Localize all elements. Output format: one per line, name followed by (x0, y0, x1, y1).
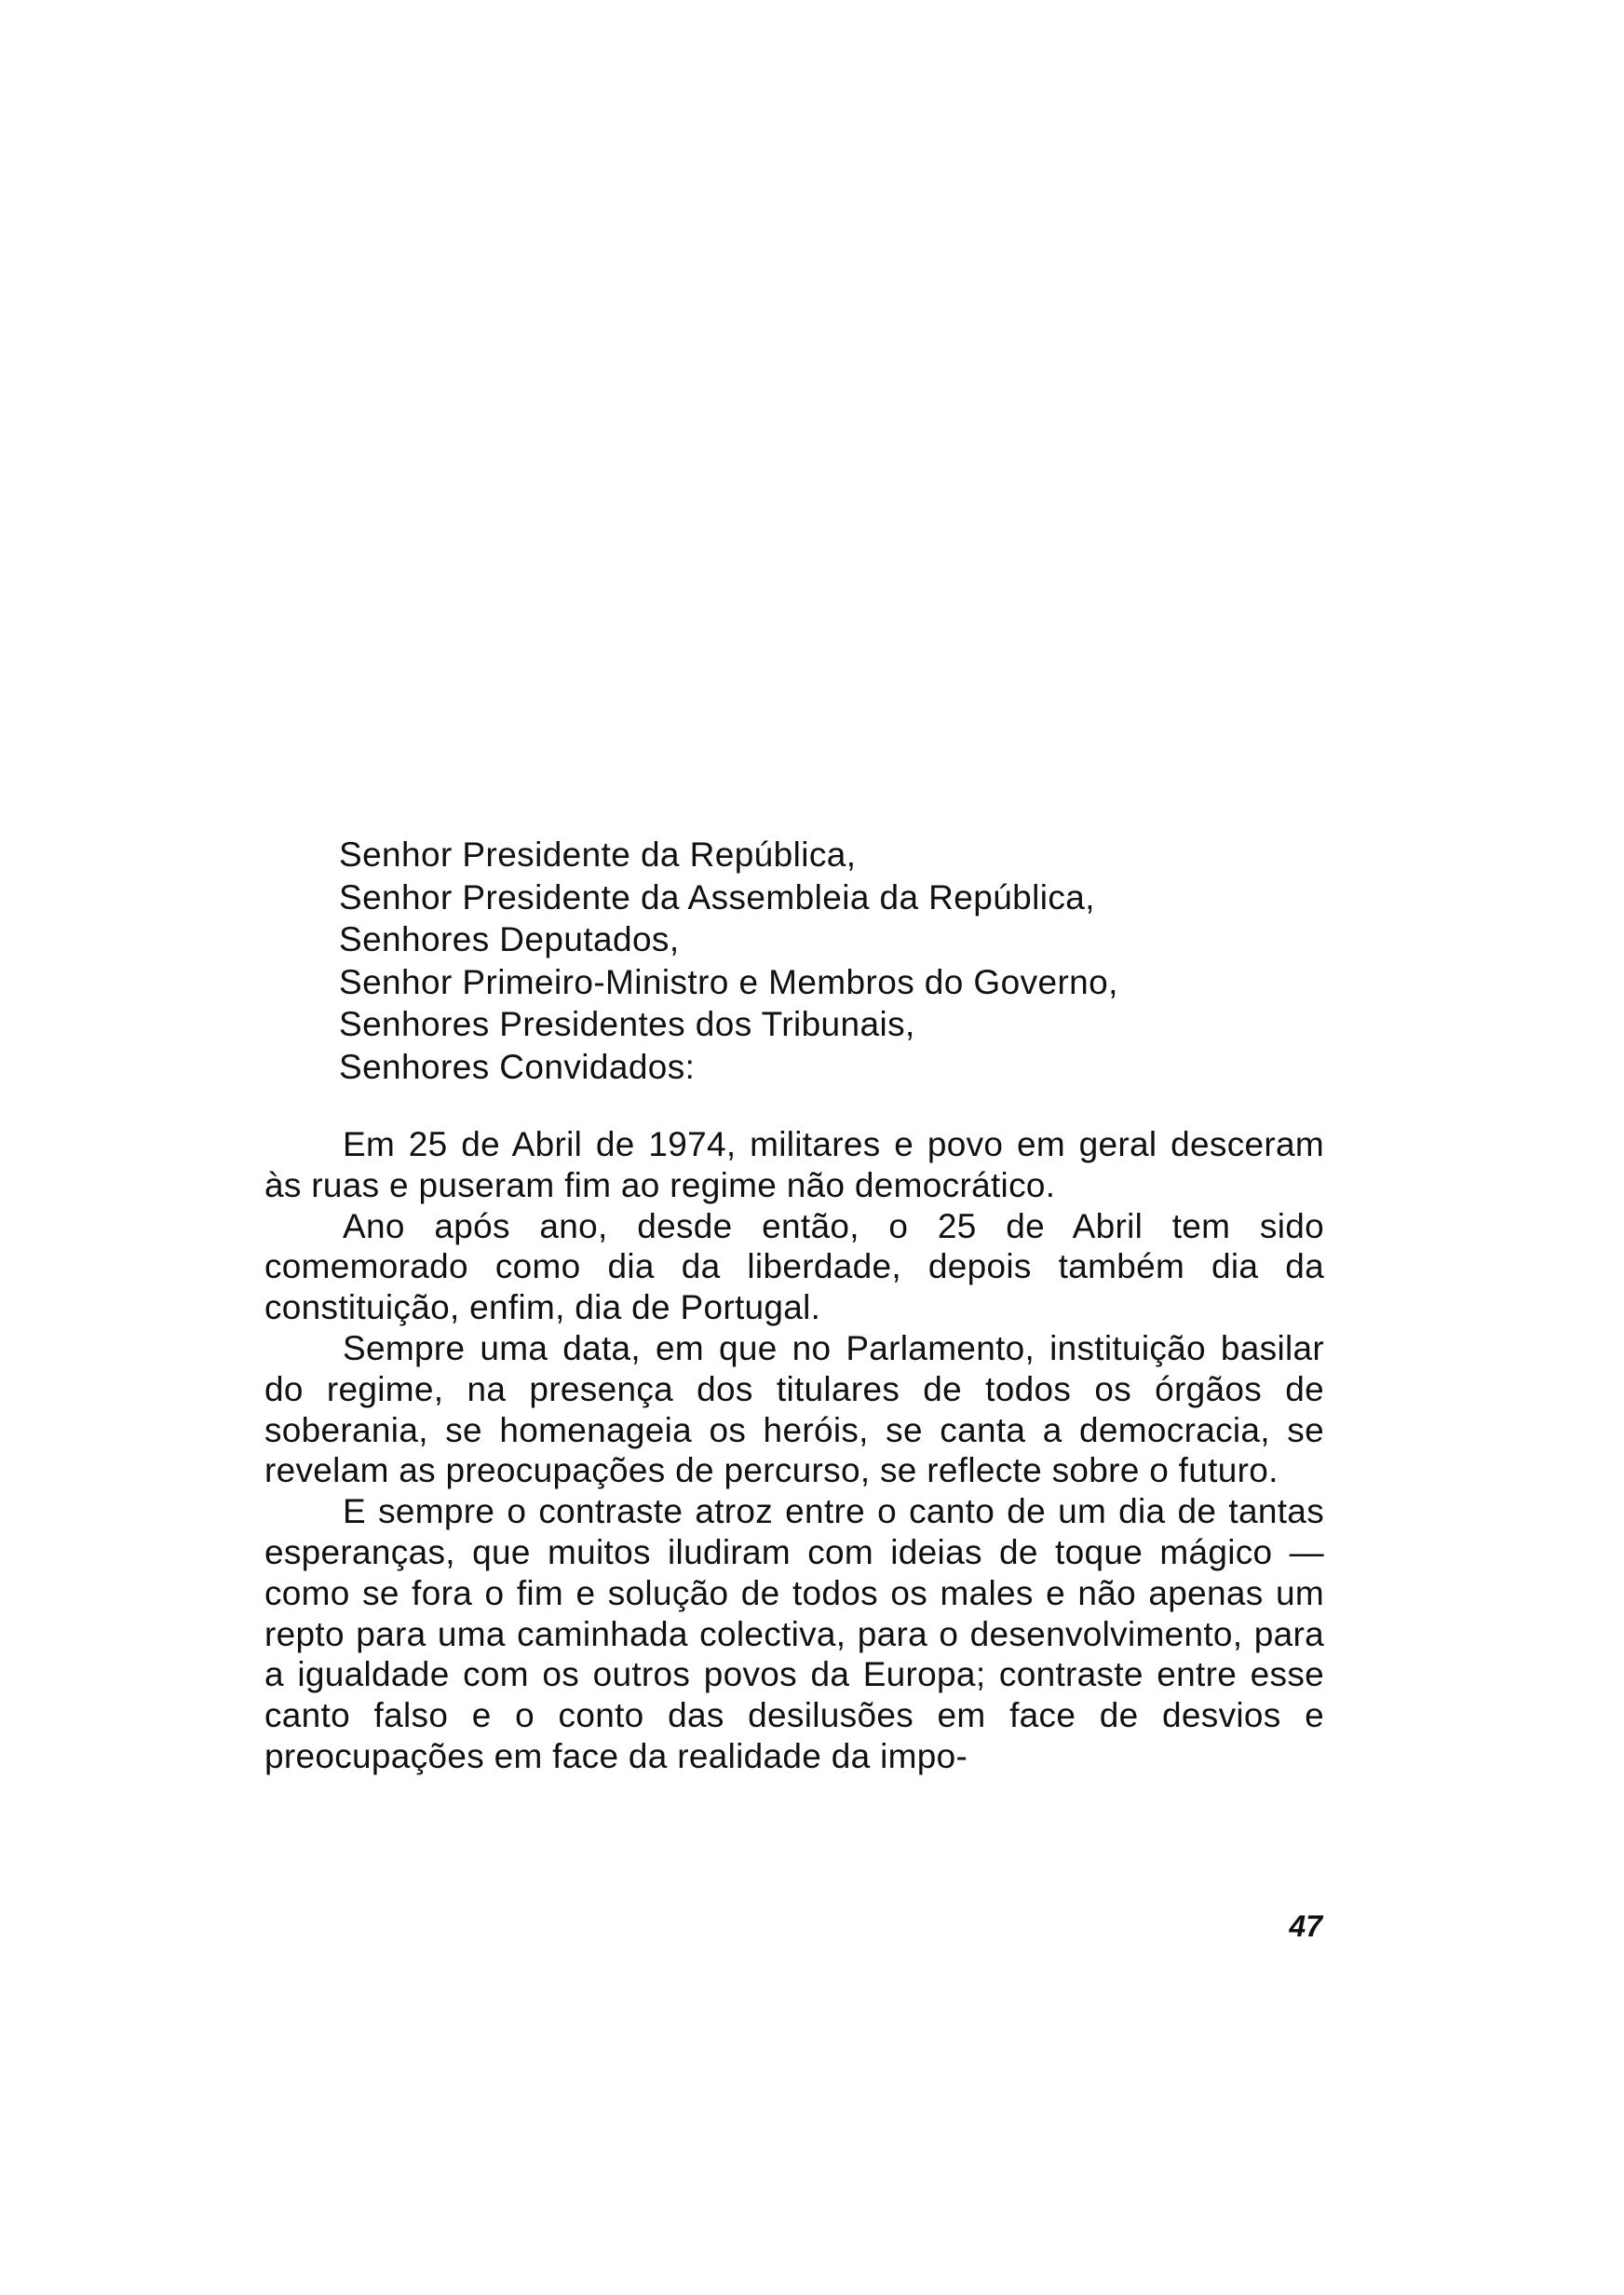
salutation-line: Senhores Deputados, (339, 920, 680, 958)
paragraph: Ano após ano, desde então, o 25 de Abril tem sido comemorado como dia da liberdade, depois também dia da constituição, enfim, dia de Portugal. (264, 1206, 1324, 1327)
salutation-block (339, 834, 1363, 1088)
paragraph: E sempre o contraste atroz entre o canto de um dia de tantas esperanças, que muitos iludiram com ideias de toque mágico — como se fora o fim e solução de todos os males e não apenas um repto para uma caminhada colectiva, para o desenvolvimento, para a igualdade com os outros povos da Europa; contraste entre esse canto falso e o conto das desilusões em face de desvios e preocupações em face da realidade da impo- (264, 1492, 1324, 1775)
salutation-line: Senhores Convidados: (339, 1047, 696, 1086)
salutation-line: Senhor Presidente da Assembleia da República, (339, 877, 1095, 917)
salutation-line: Senhores Presidentes dos Tribunais, (339, 1005, 915, 1043)
salutation-line: Senhor Primeiro-Ministro e Membros do Governo, (339, 962, 1118, 1001)
paragraph: Em 25 de Abril de 1974, militares e povo em geral desceram às ruas e puseram fim ao regime não democrático. (264, 1125, 1324, 1204)
paragraph: Sempre uma data, em que no Parlamento, instituição basilar do regime, na presença dos titulares de todos os órgãos de soberania, se homenageia os heróis, se canta a democracia, se revelam as preocupações de percurso, se reflecte sobre o futuro. (264, 1328, 1324, 1490)
salutation-line: Senhor Presidente da República, (339, 835, 857, 874)
body-text (264, 1124, 1324, 1777)
page-number: 47 (1289, 1909, 1322, 1943)
